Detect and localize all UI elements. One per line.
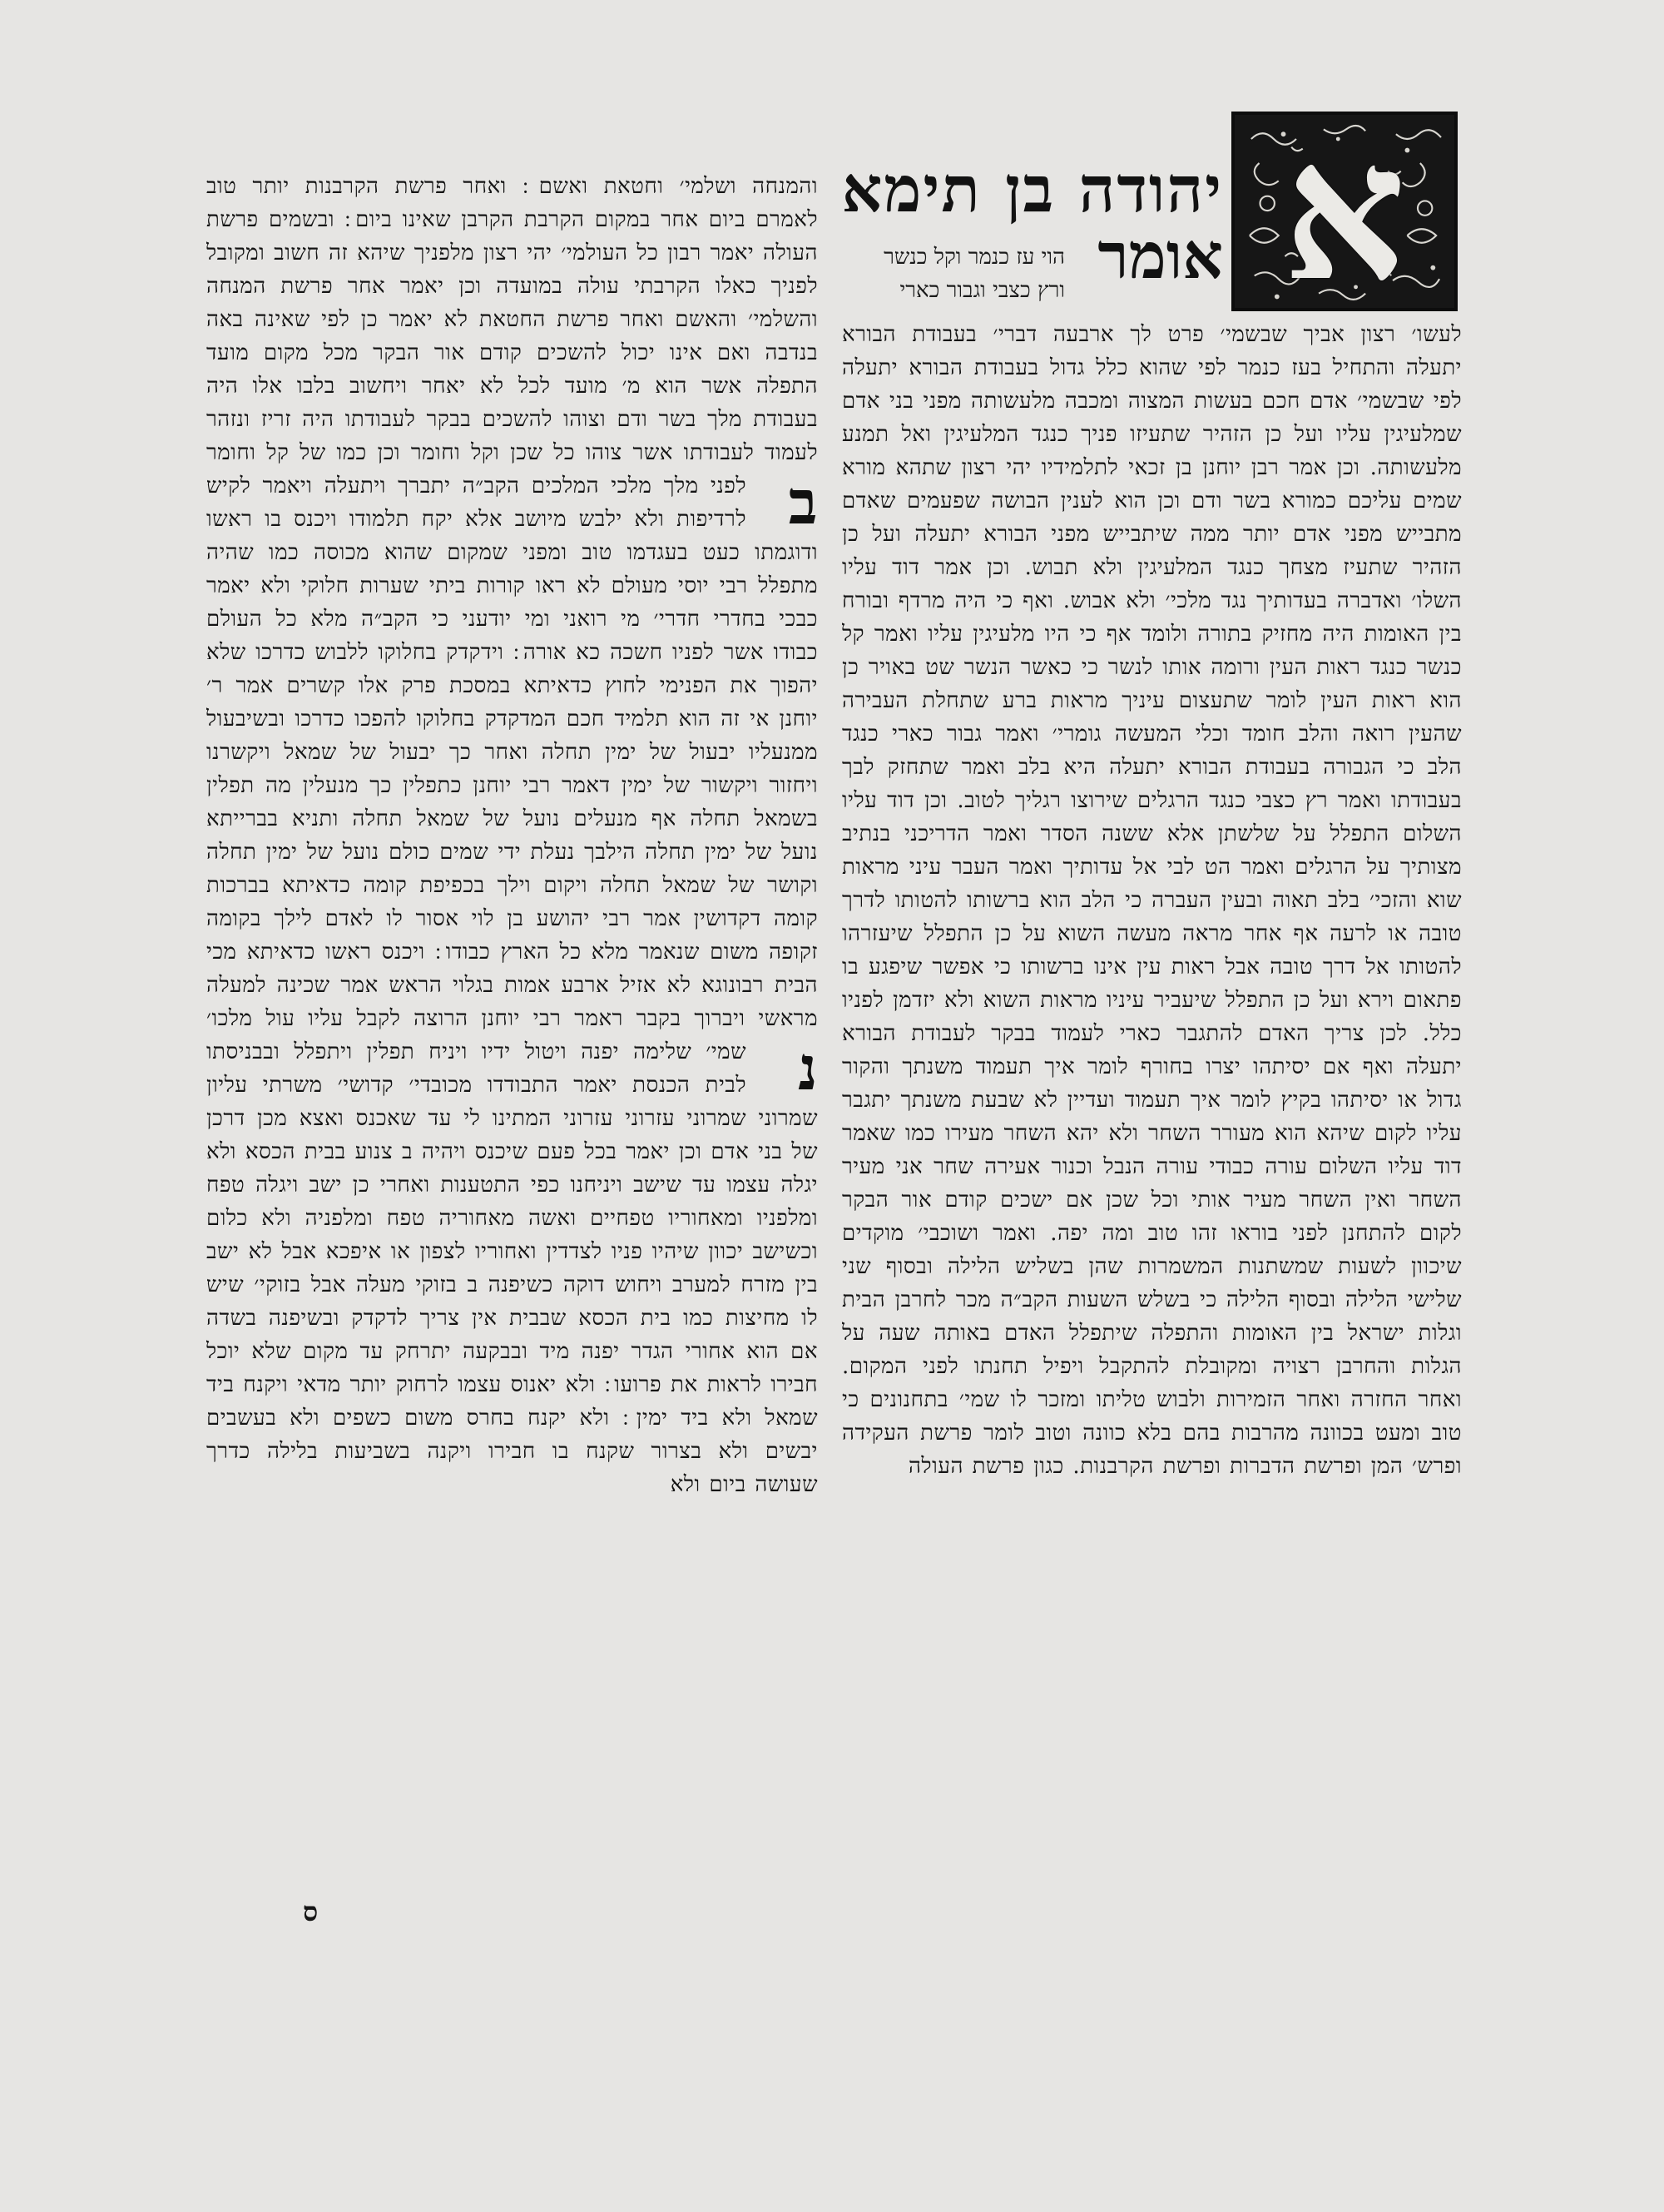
chapter-heading-line-2: אומר	[1097, 219, 1223, 293]
left-column-body	[206, 170, 818, 1834]
section-letter-bet: ב	[788, 467, 818, 538]
right-column-body: לעשו׳ רצון אביך שבשמי׳ פרט לך ארבעה דברי׳ בעבודת הבורא יתעלה והתחיל בעז כנמר לפי שהוא כלל גדול בעבודת הבורא יתעלה לפי שבשמי׳ אדם חכם בעשות המצוה ומכבה מלעשותה מפני בני אדם שמלעיגין עליו ועל כן הזהיר שתעיזו פניך כנגד המלעיגין ואל תמנע מלעשותה. וכן אמר רבן יוחנן בן זכאי לתלמידיו יהי רצון שתהא מורא שמים עליכם כמורא בשר ודם וכן הוא לענין הבושה שפעמים שאדם מתבייש מפני אדם יותר ממה שיתבייש מפני הבורא יתעלה ועל כן הזהיר שתעיז מצחך כנגד המלעיגין ולא תבוש. וכן אמר דוד עליו השלו׳ ואדברה בעדותיך נגד מלכי׳ ולא אבוש. ואף כי היה מרדף ובורח בין האומות היה מחזיק בתורה ולומד אף כי היו מלעיגין עליו ואמר קל כנשר כנגד ראות העין ורומה אותו לנשר כי כאשר הנשר שט באויר כן הוא ראות העין לומר שתעצום עיניך מראות ברע שתחלת העבירה שהעין רואה והלב חומד וכלי המעשה גומרי׳ ואמר גבור כארי כנגד הלב כי הגבורה בעבודת הבורא יתעלה היא בלב ואמר שתחזק לבך בעבודתו ואמר רץ כצבי כנגד הרגלים שירוצו רגליך לטוב. וכן דוד עליו השלום התפלל על שלשתן אלא ששנה הסדר ואמר הדריכני בנתיב מצותיך על הרגלים ואמר הט לבי אל עדותיך ואמר העבר עיני מראות שוא והזכי׳ בלב תאוה ובעין העברה כי הלב הוא ברשותו להטותו לדרך טובה או לרעה אף אחר מראה מעשה השוא על כן התפלל שיעזרהו להטותו אל דרך טובה אבל ראות עין אינו ברשותו כי אפשר שיפגע בו פתאום וירא ועל כן התפלל שיעביר עיניו מראות השוא ולא יזדמן לפניו כלל. לכן צריך האדם להתגבר כארי לעמוד בבקר לעבודת הבורא יתעלה ואף אם יסיתהו יצרו בחורף לומר איך תעמוד משנתך והקור גדול או יסיתהו בקיץ לומר איך תעמוד ועדיין לא שבעת משנתך יתגבר עליו לקום שיהא הוא מעורר השחר ולא יהא השחר מעירו כמו שאמר דוד עליו השלום עורה כבודי עורה הנבל וכנור אעירה שחר אני מעיר השחר ואין השחר מעיר אותי וכל שכן אם ישכים קודם אור הבקר לקום להתחנן לפני בוראו זהו טוב ומה יפה. ואמר ושוכבי׳ מוקדים שיכוון לשעות שמשתנות המשמרות שהן בשליש הלילה ובסוף שני שלישי הלילה ובסוף הלילה כי בשלש השעות הקב״ה מכר לחרבן הבית וגלות ישראל בין האומות והתפלה שיתפלל האדם באותה שעה על הגלות והחרבן רצויה ומקובלת להתקבל ויפיל תחנתו לפני המקום. ואחר החזרה ואחר הזמירות ולבוש טליתו ומזכר לו שמי׳ בתחנונים כי טוב ומעט בכוונה מהרבות בהם בלא כוונה וטוב לומר פרשת העקידה ופרש׳ המן ופרשת הדברות ופרשת הקרבנות. כגון פרשת העולה	[842, 322, 1462, 1479]
initial-letter-alef: א	[1283, 112, 1406, 311]
left-column-paragraph-1: והמנחה ושלמי׳ וחטאת ואשם ׃ ואחר פרשת הקרבנות יותר טוב לאמרם ביום אחר במקום הקרבת הקרבן שאינו ביום ׃ ובשמים פרשת העולה יאמר רבון כל העולמי׳ יהי רצון מלפניך שיהא זה חשוב ומקובל לפניך כאלו הקרבתי עולה במועדה וכן יאמר אחר פרשת המנחה והשלמי׳ והאשם ואחר פרשת החטאת לא יאמר כן לפי שאינה באה בנדבה ואם אינו יכול להשכים קודם אור הבקר מכל מקום מועד התפלה אשר הוא מ׳ מועד לכל לא יאחר ויחשוב בלבו אלו היה בעבודת מלך בשר ודם וצוהו להשכים בבקר לעבודתו היה זריז ונזהר לעמוד לעבודתו אשר צוהו כל שכן וקל וחומר וכן כמו של קל וחומר לפני מלך מלכי המלכים הקב״ה יתברך ויתעלה	[206, 174, 818, 498]
section-letter-gimel: נ	[798, 1033, 818, 1104]
left-column-paragraph-2: ויאמר לקיש לרדיפות ולא ילבש מיושב אלא יקח תלמודו ויכנס בו ראשו ודוגמתו כעט בעגדמו טוב ומפני שמקום שהוא מכוסה כמו שהיה מתפלל רבי יוסי מעולם לא ראו קורות ביתי שערות חלוקי ולא יאמר כבכי בחדרי חדרי׳ מי רואני ומי יודעני כי הקב״ה מלא כל העולם כבודו אשר לפניו חשכה כא אורה ׃ וידקדק בחלוקו ללבוש כדרכו שלא יהפוך את הפנימי לחוץ כדאיתא במסכת פרק אלו קשרים אמר ר׳ יוחנן אי זה הוא תלמיד חכם המדקדק בחלוקו להפכו כדרכו ובשיבעול ממנעליו יבעול של ימין תחלה ואחר כך יבעול של שמאל ויקשרנו ויחזור ויקשור של ימין דאמר רבי יוחנן כתפלין כך מנעלין מה תפלין בשמאל תחלה אף מנעלים נועל של שמאל תחלה ותניא בברייתא נועל של ימין תחלה הילבך נעלת ידי שמים כולם נועל של ימין תחלה וקושר של שמאל תחלה ויקום וילך בכפיפת קומה כדאיתא בברכות קומה דקדושין אמר רבי יהושע בן לוי אסור לו לאדם לילך בקומה זקופה משום שנאמר מלא כל הארץ כבודו ׃ ויכנס ראשו כדאיתא מכי הבית רבונוגא לא אזיל ארבע אמות בגלוי הראש אמר שכינה למעלה מראשי ויברוך בקבר ראמר רבי יוחנן הרוצה לקבל עליו עול מלכו׳ שמי׳ שלימה יפנה ויטול ידיו ויניח תפלין ויתפלל	[206, 474, 818, 1064]
folio-mark: ס	[303, 1896, 319, 1927]
heading-subline-2: ורץ כצבי וגבור כארי	[899, 278, 1065, 303]
left-column-paragraph-3: ובבניסתו לבית הכנסת יאמר התבודדו מכובדי׳ קדושי׳ משרתי עליון שמרוני שמרוני עזרוני עזרוני המתינו לי עד שאכנס ואצא מכן דרכן של בני אדם וכן יאמר בכל פעם שיכנס ויהיה ב צנוע בבית הכסא ולא יגלה עצמו עד שישב ויניחנו כפי התטענות ואחרי כן ישב ויגלה טפח ומלפניו ומאחוריו טפחיים ואשה מאחוריה טפח ומלפניה ולא כלום וכשישב יכוון שיהיו פניו לצדדין ואחוריו לצפון או איפכא אבל לא ישב בין מזרח למערב ויחוש דוקה כשיפנה ב בזוקי מעלה אבל בזוקי׳ שיש לו מחיצות כמו בית הכסא שבבית אין צריך לדקדק ובשיפנה בשדה אם הוא אחורי הגדר יפנה מיד ובבקעה יתרחק עד מקום שלא יוכל חבירו לראות את פרועו ׃ ולא יאנוס עצמו לרחוק יותר מדאי ויקנח ביד שמאל ולא ביד ימין ׃ ולא יקנח בחרס משום כשפים ולא בעשבים יבשים ולא בצרור שקנח בו חבירו ויקנה בשביעות בלילה כדרך שעושה ביום ולא	[206, 1039, 818, 1497]
chapter-heading-line-1: יהודה בן תימא	[841, 152, 1223, 226]
right-text-column	[842, 112, 1462, 2059]
heading-subline-1: הוי עז כנמר וקל כנשר	[884, 245, 1065, 270]
left-text-column	[206, 170, 818, 1834]
